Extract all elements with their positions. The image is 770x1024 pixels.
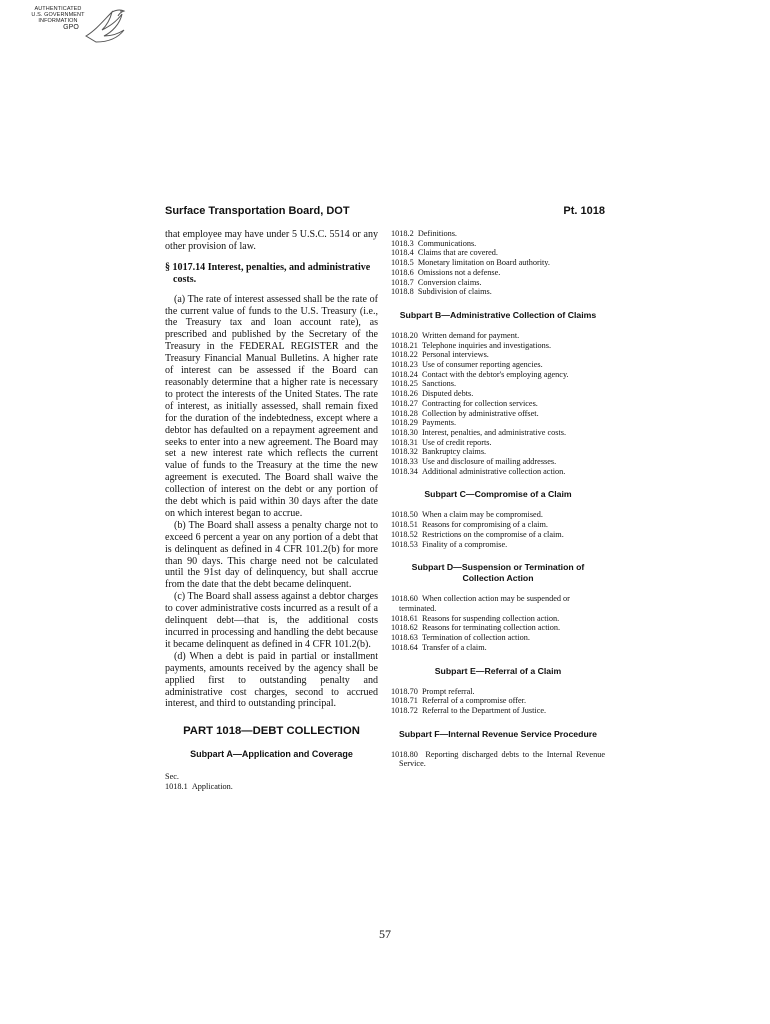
toc-number: 1018.60 xyxy=(391,594,418,604)
paragraph-b: (b) The Board shall assess a penalty charge not to exceed 6 percent a year on any portion of a debt that is delinquent as defined in 4 CFR 101.2(b) for more than 90 days. This charge need not be calculated until the 91st day of delinquency, but shall accrue from the date that the debt became delinquent. xyxy=(165,519,378,591)
toc-entry xyxy=(391,389,605,399)
section-heading-1017-14: § 1017.14 Interest, penalties, and administrative costs. xyxy=(165,261,371,285)
subpart-e-toc xyxy=(391,687,605,716)
toc-title: Reasons for compromising of a claim. xyxy=(421,520,548,530)
toc-number: 1018.28 xyxy=(391,408,418,418)
toc-number: 1018.72 xyxy=(391,705,418,715)
toc-number: 1018.64 xyxy=(391,642,418,652)
paragraph-a: (a) The rate of interest assessed shall be the rate of the current value of funds to the U.S. Treasury (i.e., the Treasury tax and loan account rate), as prescribed and published by the Secretary of the Treasury in the FEDERAL REGISTER and the Treasury Financial Manual Bulletins. A higher rate of interest can be assessed if the Board can reasonably determine that a higher rate is necessary to protect the interests of the United States. The rate of interest, as initially assessed, shall remain fixed for the duration of the indebtedness, except where a debtor has defaulted on a repayment agreement and seeks to enter into a new agreement. The Board may set a new interest rate which reflects the current value of funds to the Treasury at the time the new agreement is executed. The Board shall waive the collection of interest on the debt or any portion of the debt which is paid within 30 days after the date on which interest began to accrue. xyxy=(165,293,378,519)
toc-entry xyxy=(391,370,605,380)
toc-number: 1018.1 xyxy=(165,781,188,791)
toc-title: Application. xyxy=(191,781,233,791)
left-column xyxy=(165,229,378,792)
gpo-stamp-text xyxy=(28,6,88,31)
stamp-line-2: U.S. GOVERNMENT xyxy=(31,12,85,19)
toc-entry xyxy=(391,379,605,389)
toc-title: Transfer of a claim. xyxy=(421,642,487,652)
toc-title: Restrictions on the compromise of a claim. xyxy=(421,529,564,539)
subpart-c-toc xyxy=(391,510,605,549)
toc-entry xyxy=(391,633,605,643)
toc-title: Use of credit reports. xyxy=(421,437,492,447)
toc-number: 1018.2 xyxy=(391,229,414,238)
toc-number: 1018.26 xyxy=(391,389,418,399)
toc-entry xyxy=(391,287,605,297)
toc-entry xyxy=(391,248,605,258)
toc-entry xyxy=(391,239,605,249)
continuation-text: that employee may have under 5 U.S.C. 5514 or any other provision of law. xyxy=(165,229,378,252)
toc-entry xyxy=(391,467,605,477)
toc-entry xyxy=(391,594,605,613)
subpart-e-heading: Subpart E—Referral of a Claim xyxy=(434,665,562,676)
toc-number: 1018.53 xyxy=(391,539,418,549)
toc-entry xyxy=(391,360,605,370)
toc-entry xyxy=(391,428,605,438)
toc-entry xyxy=(391,418,605,428)
toc-title: Communications. xyxy=(417,238,477,248)
toc-number: 1018.8 xyxy=(391,287,414,297)
gpo-authentication-stamp xyxy=(28,6,140,46)
toc-number: 1018.34 xyxy=(391,466,418,476)
toc-title: Disputed debts. xyxy=(421,389,474,399)
toc-title: Reasons for suspending collection action. xyxy=(421,613,560,623)
toc-number: 1018.22 xyxy=(391,350,418,360)
toc-number: 1018.21 xyxy=(391,340,418,350)
toc-number: 1018.80 xyxy=(391,749,418,759)
toc-number: 1018.50 xyxy=(391,510,418,520)
sec-label: Sec. xyxy=(165,772,179,782)
toc-entry xyxy=(391,750,605,769)
toc-title: Collection by administrative offset. xyxy=(421,408,539,418)
toc-entry xyxy=(391,341,605,351)
toc-title: Written demand for payment. xyxy=(421,330,520,340)
page-number: 57 xyxy=(379,927,391,941)
toc-number: 1018.31 xyxy=(391,437,418,447)
running-head-title: Surface Transportation Board, DOT xyxy=(165,205,350,217)
toc-entry xyxy=(391,520,605,530)
toc-title: Referral of a compromise offer. xyxy=(421,696,527,706)
toc-number: 1018.30 xyxy=(391,427,418,437)
toc-entry xyxy=(391,438,605,448)
toc-title: Contracting for collection services. xyxy=(421,398,538,408)
toc-title: Omissions not a defense. xyxy=(417,267,501,277)
toc-title: Reasons for terminating collection action. xyxy=(421,623,561,633)
toc-entry xyxy=(391,614,605,624)
toc-entry xyxy=(391,530,605,540)
right-column xyxy=(391,229,605,769)
toc-title: Monetary limitation on Board authority. xyxy=(417,258,550,268)
toc-number: 1018.5 xyxy=(391,258,414,268)
toc-entry xyxy=(391,687,605,697)
toc-entry xyxy=(391,510,605,520)
toc-number: 1018.3 xyxy=(391,238,414,248)
toc-title: Reporting discharged debts to the Internal Revenue Service. xyxy=(399,749,605,769)
subpart-d-heading: Subpart D—Suspension or Termination of Collection Action xyxy=(411,562,585,584)
toc-title: Definitions. xyxy=(417,229,457,238)
toc-number: 1018.32 xyxy=(391,447,418,457)
toc-title: Termination of collection action. xyxy=(421,633,530,643)
toc-title: Referral to the Department of Justice. xyxy=(421,705,547,715)
toc-title: Claims that are covered. xyxy=(417,248,498,258)
subpart-f-toc xyxy=(391,750,605,769)
subpart-c-heading: Subpart C—Compromise of a Claim xyxy=(424,489,572,500)
toc-number: 1018.25 xyxy=(391,379,418,389)
toc-title: Subdivision of claims. xyxy=(417,287,492,297)
toc-entry xyxy=(391,643,605,653)
toc-number: 1018.23 xyxy=(391,360,418,370)
toc-number: 1018.4 xyxy=(391,248,414,258)
toc-title: Prompt referral. xyxy=(421,686,475,696)
toc-title: Additional administrative collection action. xyxy=(421,466,566,476)
toc-title: Conversion claims. xyxy=(417,277,482,287)
toc-entry xyxy=(391,409,605,419)
toc-number: 1018.52 xyxy=(391,529,418,539)
toc-number: 1018.70 xyxy=(391,686,418,696)
stamp-line-1: AUTHENTICATED xyxy=(34,6,82,12)
toc-number: 1018.24 xyxy=(391,369,418,379)
toc-title: Payments. xyxy=(421,418,457,428)
toc-number: 1018.7 xyxy=(391,277,414,287)
toc-entry xyxy=(391,331,605,341)
part-heading: PART 1018—DEBT COLLECTION xyxy=(183,725,360,738)
subpart-a-toc xyxy=(165,772,378,791)
toc-title: Contact with the debtor's employing agency. xyxy=(421,369,569,379)
toc-number: 1018.62 xyxy=(391,623,418,633)
toc-number: 1018.27 xyxy=(391,398,418,408)
toc-number: 1018.63 xyxy=(391,633,418,643)
toc-entry xyxy=(391,457,605,467)
running-head-part: Pt. 1018 xyxy=(563,205,605,217)
toc-entry xyxy=(391,268,605,278)
subpart-d-toc xyxy=(391,594,605,652)
toc-entry xyxy=(391,706,605,716)
paragraph-c: (c) The Board shall assess against a debtor charges to cover administrative costs incurred as a result of a delinquent debt—that is, the additional costs incurred in processing and handling the debt because it became delinquent as defined in 4 CFR 101.2(b). xyxy=(165,591,378,650)
toc-entry xyxy=(391,399,605,409)
toc-number: 1018.29 xyxy=(391,418,418,428)
toc-entry xyxy=(391,540,605,550)
toc-entry xyxy=(165,782,378,792)
toc-title: Finality of a compromise. xyxy=(421,539,508,549)
toc-number: 1018.71 xyxy=(391,696,418,706)
subpart-f-heading: Subpart F—Internal Revenue Service Procedure xyxy=(399,728,597,739)
toc-entry xyxy=(391,350,605,360)
stamp-line-3: INFORMATION xyxy=(38,18,78,25)
stamp-line-4: GPO xyxy=(63,23,79,31)
toc-title: Telephone inquiries and investigations. xyxy=(421,340,552,350)
toc-title: Use of consumer reporting agencies. xyxy=(421,360,543,370)
toc-title: Sanctions. xyxy=(421,379,457,389)
toc-number: 1018.61 xyxy=(391,613,418,623)
gpo-eagle-icon xyxy=(82,6,142,46)
toc-title: Bankruptcy claims. xyxy=(421,447,487,457)
toc-title: Use and disclosure of mailing addresses. xyxy=(421,457,557,467)
toc-entry xyxy=(391,278,605,288)
toc-title: When a claim may be compromised. xyxy=(421,510,543,520)
subpart-b-heading: Subpart B—Administrative Collection of Claims xyxy=(399,309,597,320)
toc-entry xyxy=(391,229,605,239)
paragraph-d: (d) When a debt is paid in partial or installment payments, amounts received by the agency shall be applied first to outstanding penalty and administrative cost charges, second to accrued interest, and third to outstanding principal. xyxy=(165,650,378,710)
toc-number: 1018.33 xyxy=(391,457,418,467)
toc-number: 1018.20 xyxy=(391,330,418,340)
toc-entry xyxy=(391,447,605,457)
subpart-a-toc-continued xyxy=(391,229,605,297)
toc-entry xyxy=(391,623,605,633)
toc-title: Interest, penalties, and administrative costs. xyxy=(421,427,567,437)
toc-number: 1018.51 xyxy=(391,520,418,530)
toc-number: 1018.6 xyxy=(391,267,414,277)
toc-title: When collection action may be suspended or terminated. xyxy=(399,594,570,613)
subpart-a-heading: Subpart A—Application and Coverage xyxy=(190,749,353,760)
toc-entry xyxy=(391,258,605,268)
toc-entry xyxy=(391,696,605,706)
toc-title: Personal interviews. xyxy=(421,350,489,360)
subpart-b-toc xyxy=(391,331,605,477)
